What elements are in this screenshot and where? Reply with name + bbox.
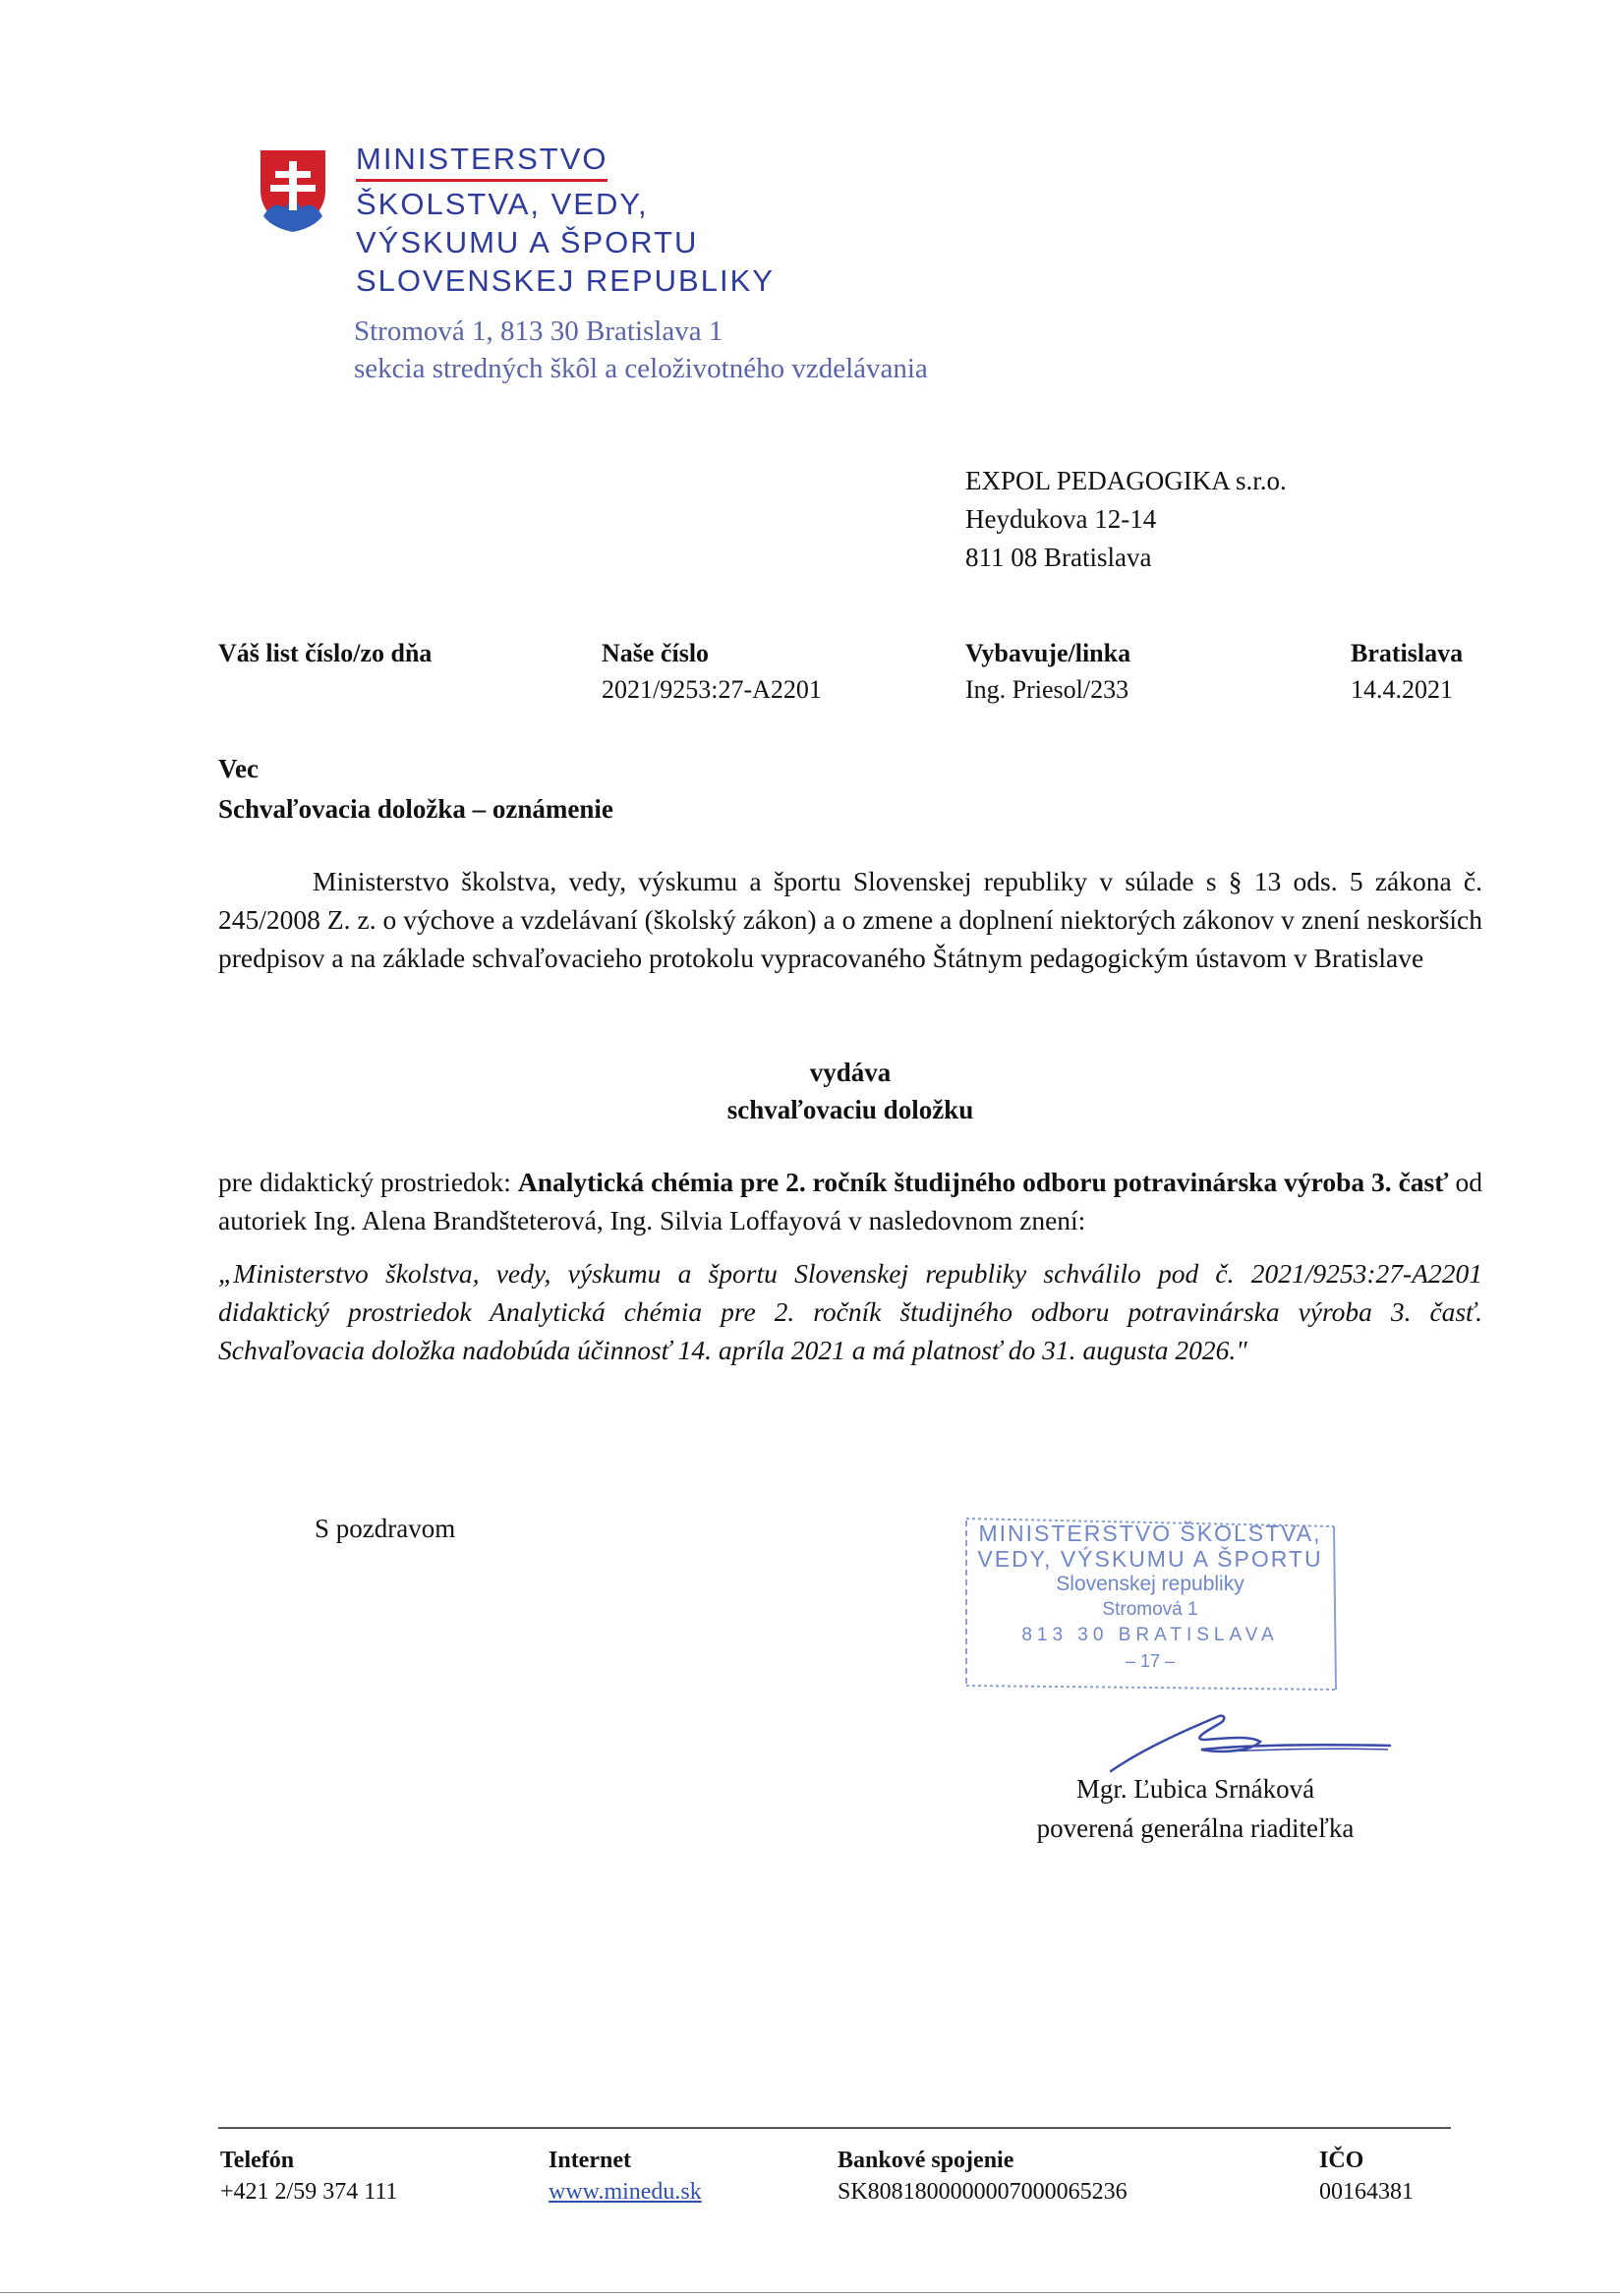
approval-clause-text: „Ministerstvo školstva, vedy, výskumu a športu Slovenskej republiky schválilo pod č. 2021/9253:27-A2201 didaktický prostriedok Analytická chémia pre 2. ročník študijného odboru potravinárska výroba 3. časť. Schvaľovacia doložka nadobúda účinnosť 14. apríla 2021 a má platnosť do 31. augusta 2026.": [218, 1258, 1482, 1365]
footer-ico: [1319, 2145, 1414, 2208]
approval-clause: [218, 1254, 1482, 1369]
slovak-coat-of-arms-icon: [258, 147, 328, 234]
teaching-aid-title: Analytická chémia pre 2. ročník študijného odboru potravinárska výroba 3. časť: [517, 1167, 1449, 1197]
ministry-line-3: VÝSKUMU A ŠPORTU: [356, 225, 699, 259]
stamp-line-1: MINISTERSTVO ŠKOLSTVA,: [978, 1521, 1322, 1546]
subject-label: Vec: [218, 754, 259, 783]
recipient-street: Heydukova 12-14: [965, 504, 1157, 534]
recipient-address: [965, 462, 1287, 577]
place-label: Bratislava: [1351, 639, 1464, 667]
body-paragraph-2: [218, 1163, 1482, 1239]
official-stamp: [958, 1511, 1342, 1697]
footer-phone: [220, 2145, 397, 2208]
ministry-line-1: MINISTERSTVO: [356, 142, 608, 176]
paragraph-2-rest: od autoriek Ing. Alena Brandšteterová, Ing. Silvia Loffayová v nasledovnom znení:: [218, 1167, 1483, 1235]
ico-label: IČO: [1319, 2148, 1364, 2173]
page-bottom-edge: [0, 2292, 1620, 2293]
internet-label: Internet: [549, 2148, 631, 2173]
signatory-role: poverená generálna riaditeľka: [1036, 1813, 1355, 1843]
issue-line-2: schvaľovaciu doložku: [726, 1095, 974, 1124]
footer-internet: [549, 2145, 702, 2208]
ministry-address: [354, 313, 928, 387]
your-letter-column: [218, 635, 432, 671]
greeting: S pozdravom: [315, 1514, 456, 1543]
place-date-column: [1351, 635, 1463, 708]
ico-value: 00164381: [1319, 2179, 1414, 2205]
signatory-block: [999, 1769, 1392, 1848]
footer-divider: [218, 2127, 1451, 2129]
bank-label: Bankové spojenie: [838, 2148, 1014, 2173]
phone-value: +421 2/59 374 111: [220, 2179, 398, 2205]
website-link[interactable]: www.minedu.sk: [549, 2179, 702, 2205]
phone-label: Telefón: [220, 2148, 295, 2173]
handled-by-value: Ing. Priesol/233: [965, 675, 1129, 704]
address-line: Stromová 1, 813 30 Bratislava 1: [354, 316, 723, 347]
our-number-label: Naše číslo: [602, 639, 710, 667]
our-number-value: 2021/9253:27-A2201: [602, 675, 822, 704]
issue-statement: [218, 1054, 1482, 1128]
recipient-city: 811 08 Bratislava: [965, 543, 1152, 572]
paragraph-2-intro: pre didaktický prostriedok:: [218, 1167, 518, 1197]
signatory-name: Mgr. Ľubica Srnáková: [1075, 1774, 1315, 1804]
footer-bank: [838, 2145, 1128, 2208]
handled-by-label: Vybavuje/linka: [965, 639, 1131, 667]
section-line: sekcia stredných škôl a celoživotného vzdelávania: [354, 353, 928, 384]
stamp-line-6: – 17 –: [1125, 1651, 1176, 1671]
handled-by-column: [965, 635, 1130, 708]
stamp-line-4: Stromová 1: [1102, 1599, 1198, 1620]
recipient-name: EXPOL PEDAGOGIKA s.r.o.: [965, 466, 1287, 495]
stamp-line-3: Slovenskej republiky: [1056, 1573, 1244, 1595]
bank-value: SK8081800000007000065236: [838, 2179, 1128, 2205]
our-number-column: [602, 635, 822, 708]
subject-title: Schvaľovacia doložka – oznámenie: [218, 794, 613, 824]
your-letter-label: Váš list číslo/zo dňa: [218, 639, 433, 667]
ministry-line-2: ŠKOLSTVA, VEDY,: [356, 187, 649, 221]
header-red-rule: [356, 179, 608, 182]
stamp-line-2: VEDY, VÝSKUMU A ŠPORTU: [977, 1546, 1323, 1572]
body-paragraph-1: [218, 862, 1482, 977]
stamp-line-5: 813 30 BRATISLAVA: [1021, 1625, 1279, 1645]
issue-line-1: vydáva: [809, 1058, 892, 1087]
date-value: 14.4.2021: [1351, 675, 1453, 704]
paragraph-1-text: Ministerstvo školstva, vedy, výskumu a športu Slovenskej republiky v súlade s § 13 ods. 5 zákona č. 245/2008 Z. z. o výchove a vzdelávaní (školský zákon) a o zmene a doplnení niektorých zákonov v znení neskorších predpisov a na základe schvaľovacieho protokolu vypracovaného Štátnym pedagogickým ústavom v Bratislave: [218, 866, 1482, 973]
ministry-name: [356, 140, 775, 300]
subject-block: [218, 749, 613, 830]
ministry-line-4: SLOVENSKEJ REPUBLIKY: [356, 263, 775, 298]
